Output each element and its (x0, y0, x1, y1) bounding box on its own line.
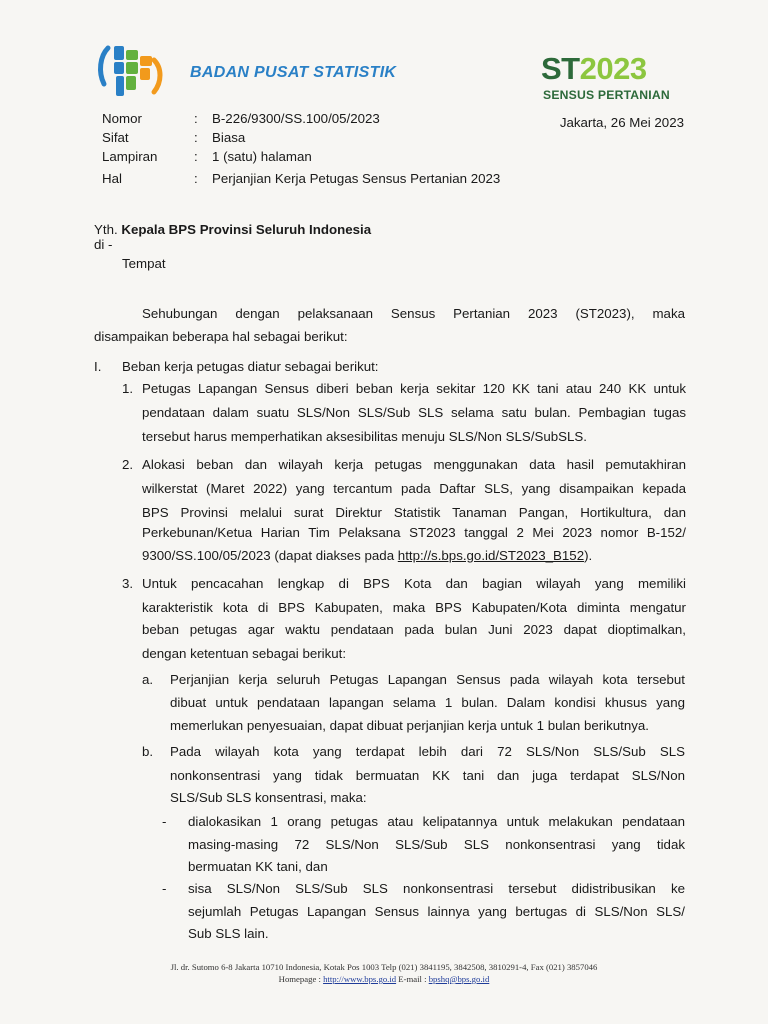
item2-last-suffix: ). (584, 548, 593, 563)
item1-line: tersebut harus memperhatikan aksesibilitas menuju SLS/Non SLS/SubSLS. (142, 429, 587, 444)
intro-line-1: Sehubungan dengan pelaksanaan Sensus Pertanian 2023 (ST2023), maka (142, 306, 685, 321)
dash2-line: Sub SLS lain. (188, 926, 269, 941)
footer-email-link[interactable]: bpshq@bps.go.id (428, 974, 490, 984)
meta-label-sifat: Sifat (102, 130, 129, 145)
meta-value-sifat: Biasa (212, 130, 246, 145)
footer-contact (0, 974, 768, 984)
item3-line: beban petugas agar waktu pendataan pada bulan Juni 2023 dapat dioptimalkan, (142, 622, 686, 637)
item1-line: pendataan dalam suatu SLS/Non SLS/Sub SLS selama satu bulan. Pembagian tugas (142, 405, 686, 420)
item2-line: Perkebunan/Ketua Harian Tim Pelaksana ST2023 tanggal 2 Mei 2023 nomor B-152/ (142, 525, 686, 540)
dash2-line: sejumlah Petugas Lapangan Sensus lainnya yang bertugas di SLS/Non SLS/ (188, 904, 685, 919)
recipient-di: di - (94, 237, 113, 252)
footer-email-label: E-mail : (396, 974, 429, 984)
dash1-line: dialokasikan 1 orang petugas atau kelipatannya untuk melakukan pendataan (188, 814, 685, 829)
meta-value-lampiran: 1 (satu) halaman (212, 149, 312, 164)
meta-label-hal: Hal (102, 171, 122, 186)
sub-a-line: Perjanjian kerja seluruh Petugas Lapangan Sensus pada wilayah kota tersebut (170, 672, 685, 687)
sub-a-line: memerlukan penyesuaian, dapat dibuat perjanjian kerja untuk 1 bulan berikutnya. (170, 718, 649, 733)
letter-date: Jakarta, 26 Mei 2023 (559, 115, 684, 130)
item3-line: Untuk pencacahan lengkap di BPS Kota dan bagian wilayah yang memiliki (142, 576, 686, 591)
sub-marker-a: a. (142, 672, 154, 687)
dash1-line: masing-masing 72 SLS/Non SLS/Sub SLS nonkonsentrasi yang tidak (188, 837, 685, 852)
st-logo-year: 2023 (579, 51, 647, 86)
dash2-line: sisa SLS/Non SLS/Sub SLS nonkonsentrasi tersebut didistribusikan ke (188, 881, 685, 896)
st2023-logo (541, 51, 647, 87)
item-number: 3. (122, 576, 134, 591)
org-name: BADAN PUSAT STATISTIK (190, 64, 397, 81)
item2-last-prefix: 9300/SS.100/05/2023 (dapat diakses pada (142, 548, 398, 563)
st-logo-subtitle: SENSUS PERTANIAN (543, 88, 670, 102)
item2-line: BPS Provinsi melalui surat Direktur Statistik Tanaman Pangan, Hortikultura, dan (142, 505, 686, 520)
st-logo-text: ST (541, 51, 580, 86)
sub-b-line: SLS/Sub SLS konsentrasi, maka: (170, 790, 367, 805)
item2-line: wilkerstat (Maret 2022) yang tercantum pada Daftar SLS, yang disampaikan kepada (142, 481, 686, 496)
meta-sep: : (194, 149, 198, 164)
meta-label-lampiran: Lampiran (102, 149, 158, 164)
item2-last-line (142, 544, 592, 568)
bps-logo-icon (94, 42, 172, 102)
item2-line: Alokasi beban dan wilayah kerja petugas menggunakan data hasil pemutakhiran (142, 457, 686, 472)
dash-marker: - (162, 881, 167, 896)
item3-line: karakteristik kota di BPS Kabupaten, maka BPS Kabupaten/Kota diminta mengatur (142, 600, 686, 615)
recipient-line (94, 218, 371, 242)
section-heading: Beban kerja petugas diatur sebagai berikut: (122, 359, 379, 374)
meta-sep: : (194, 130, 198, 145)
item1-line: Petugas Lapangan Sensus diberi beban kerja sekitar 120 KK tani atau 240 KK untuk (142, 381, 686, 396)
meta-value-nomor: B-226/9300/SS.100/05/2023 (212, 111, 380, 126)
intro-line-2: disampaikan beberapa hal sebagai berikut: (94, 329, 348, 344)
meta-sep: : (194, 171, 198, 186)
sub-a-line: dibuat untuk pendataan lapangan selama 1 bulan. Dalam kondisi khusus yang (170, 695, 685, 710)
meta-value-hal: Perjanjian Kerja Petugas Sensus Pertanian 2023 (212, 171, 501, 186)
meta-label-nomor: Nomor (102, 111, 142, 126)
dash-marker: - (162, 814, 167, 829)
recipient-name: Kepala BPS Provinsi Seluruh Indonesia (121, 222, 372, 237)
sub-marker-b: b. (142, 744, 154, 759)
sub-b-line: Pada wilayah kota yang terdapat lebih dari 72 SLS/Non SLS/Sub SLS (170, 744, 685, 759)
dash1-line: bermuatan KK tani, dan (188, 859, 328, 874)
section-marker: I. (94, 359, 102, 374)
sub-b-line: nonkonsentrasi yang tidak bermuatan KK tani dan juga terdapat SLS/Non (170, 768, 685, 783)
item-number: 2. (122, 457, 134, 472)
footer-homepage-label: Homepage : (278, 974, 324, 984)
meta-sep: : (194, 111, 198, 126)
footer-homepage-link[interactable]: http://www.bps.go.id (323, 974, 397, 984)
footer-address: Jl. dr. Sutomo 6-8 Jakarta 10710 Indonesia, Kotak Pos 1003 Telp (021) 3841195, 3842508, 3810291-4, Fax (021) 3857046 (170, 962, 598, 972)
recipient-yth: Yth. (94, 222, 118, 237)
item3-line: dengan ketentuan sebagai berikut: (142, 646, 347, 661)
item-number: 1. (122, 381, 134, 396)
recipient-place: Tempat (122, 256, 166, 271)
st2023-b152-link[interactable]: http://s.bps.go.id/ST2023_B152 (397, 548, 585, 563)
